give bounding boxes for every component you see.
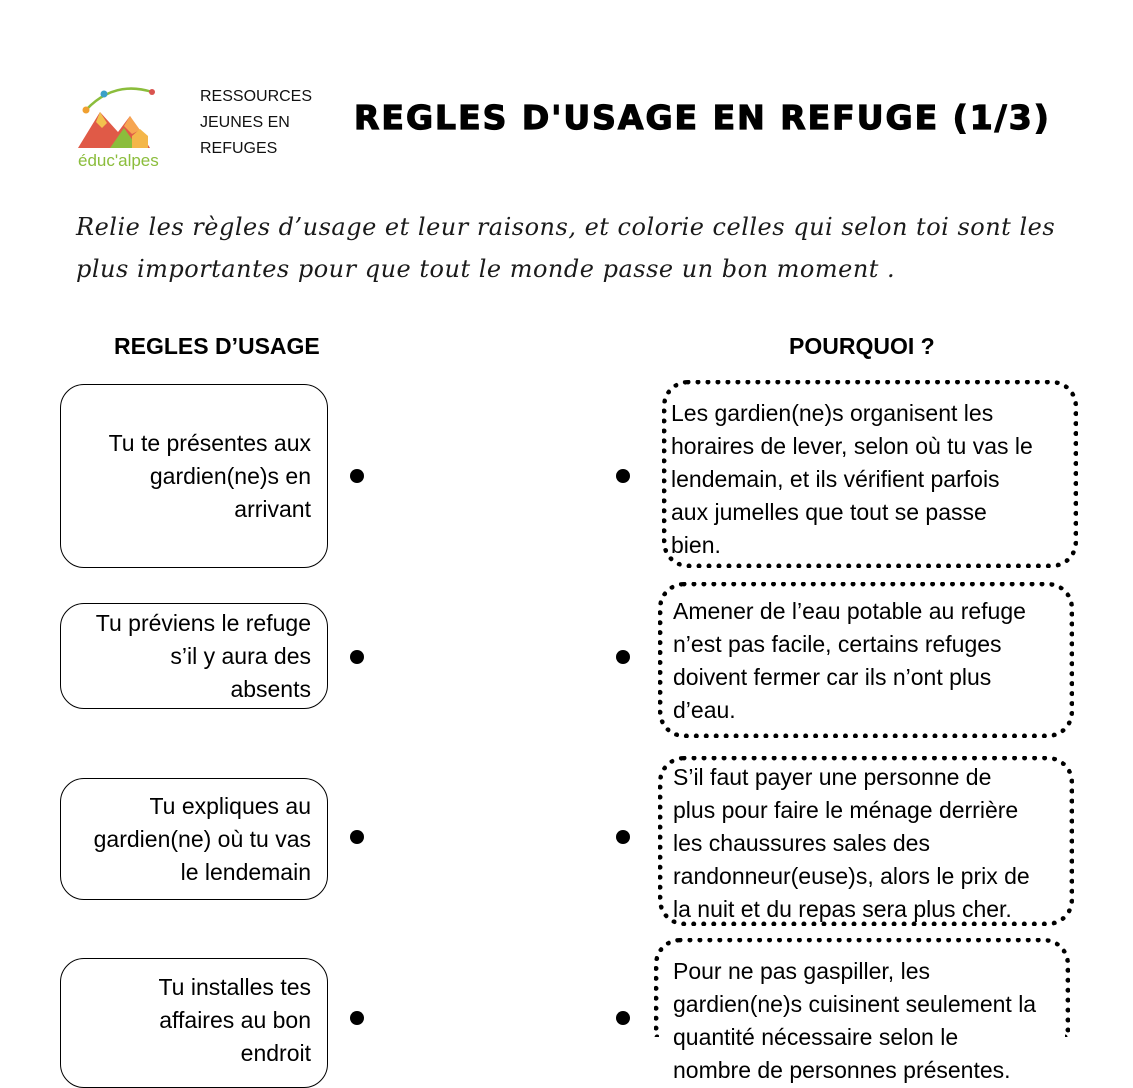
rule-connector-dot[interactable] (350, 830, 364, 844)
rule-connector-dot[interactable] (350, 1011, 364, 1025)
educalpes-logo (74, 82, 174, 172)
org-line: RESSOURCES (200, 88, 313, 105)
reason-line: quantité nécessaire selon le (673, 1024, 959, 1050)
reason-line: nombre de personnes présentes. (673, 1057, 1011, 1083)
reason-connector-dot[interactable] (616, 830, 630, 844)
rule-card (60, 603, 328, 709)
reason-line: randonneur(euse)s, alors le prix de (673, 863, 1030, 889)
reason-card (654, 938, 1070, 1083)
right-column-title: POURQUOI ? (789, 333, 935, 359)
rule-card (60, 958, 328, 1088)
reason-line: lendemain, et ils vérifient parfois (671, 466, 1000, 492)
rule-connector-dot[interactable] (350, 469, 364, 483)
organisation-name (200, 84, 312, 162)
rule-line: gardien(ne)s en (149, 462, 311, 489)
reason-line: aux jumelles que tout se passe (671, 499, 987, 525)
rule-card (60, 778, 328, 900)
logo-wordmark: éduc'alpes (78, 151, 159, 170)
reason-line: gardien(ne)s cuisinent seulement la (673, 991, 1037, 1017)
rule-line: Tu installes tes (158, 974, 311, 1000)
reason-line: plus pour faire le ménage derrière (673, 797, 1019, 823)
rule-line: Tu expliques au (149, 792, 311, 819)
reason-line: d’eau. (673, 697, 736, 723)
reason-connector-dot[interactable] (616, 469, 630, 483)
rule-line: s’il y aura des (170, 642, 311, 669)
reason-line: doivent fermer car ils n’ont plus (673, 664, 992, 690)
rule-line: affaires au bon (159, 1007, 311, 1033)
instruction-text: Relie les règles d’usage et leur raisons, et colorie celles qui selon toi sont les plus importantes pour que tout le monde passe un bon moment . (76, 213, 1056, 283)
reason-line: les chaussures sales des (673, 830, 930, 856)
reason-connector-dot[interactable] (616, 650, 630, 664)
rule-line: endroit (240, 1040, 311, 1066)
rule-line: Tu préviens le refuge (95, 609, 311, 636)
org-line: JEUNES EN (200, 114, 290, 131)
reason-line: S’il faut payer une personne de (673, 764, 992, 790)
rule-line: arrivant (234, 495, 311, 522)
rule-line: absents (230, 675, 311, 702)
reason-card (658, 756, 1074, 926)
rule-connector-dot[interactable] (350, 650, 364, 664)
rule-line: Tu te présentes aux (108, 429, 311, 456)
rule-line: gardien(ne) où tu vas (93, 825, 311, 852)
rule-line: le lendemain (180, 858, 311, 885)
reason-line: bien. (671, 532, 721, 558)
reason-line: la nuit et du repas sera plus cher. (673, 896, 1012, 922)
reason-line: Amener de l’eau potable au refuge (673, 598, 1026, 624)
reason-line: Les gardien(ne)s organisent les (671, 400, 994, 426)
reason-connector-dot[interactable] (616, 1011, 630, 1025)
page-title: REGLES D'USAGE EN REFUGE (1/3) (354, 98, 1051, 137)
left-column-title: REGLES D’USAGE (114, 333, 320, 359)
reason-card (662, 380, 1078, 568)
reason-line: n’est pas facile, certains refuges (673, 631, 1002, 657)
reason-line: Pour ne pas gaspiller, les (673, 958, 930, 984)
reason-line: horaires de lever, selon où tu vas le (671, 433, 1033, 459)
rule-card (60, 384, 328, 568)
reason-card (658, 582, 1074, 738)
org-line: REFUGES (200, 140, 278, 157)
